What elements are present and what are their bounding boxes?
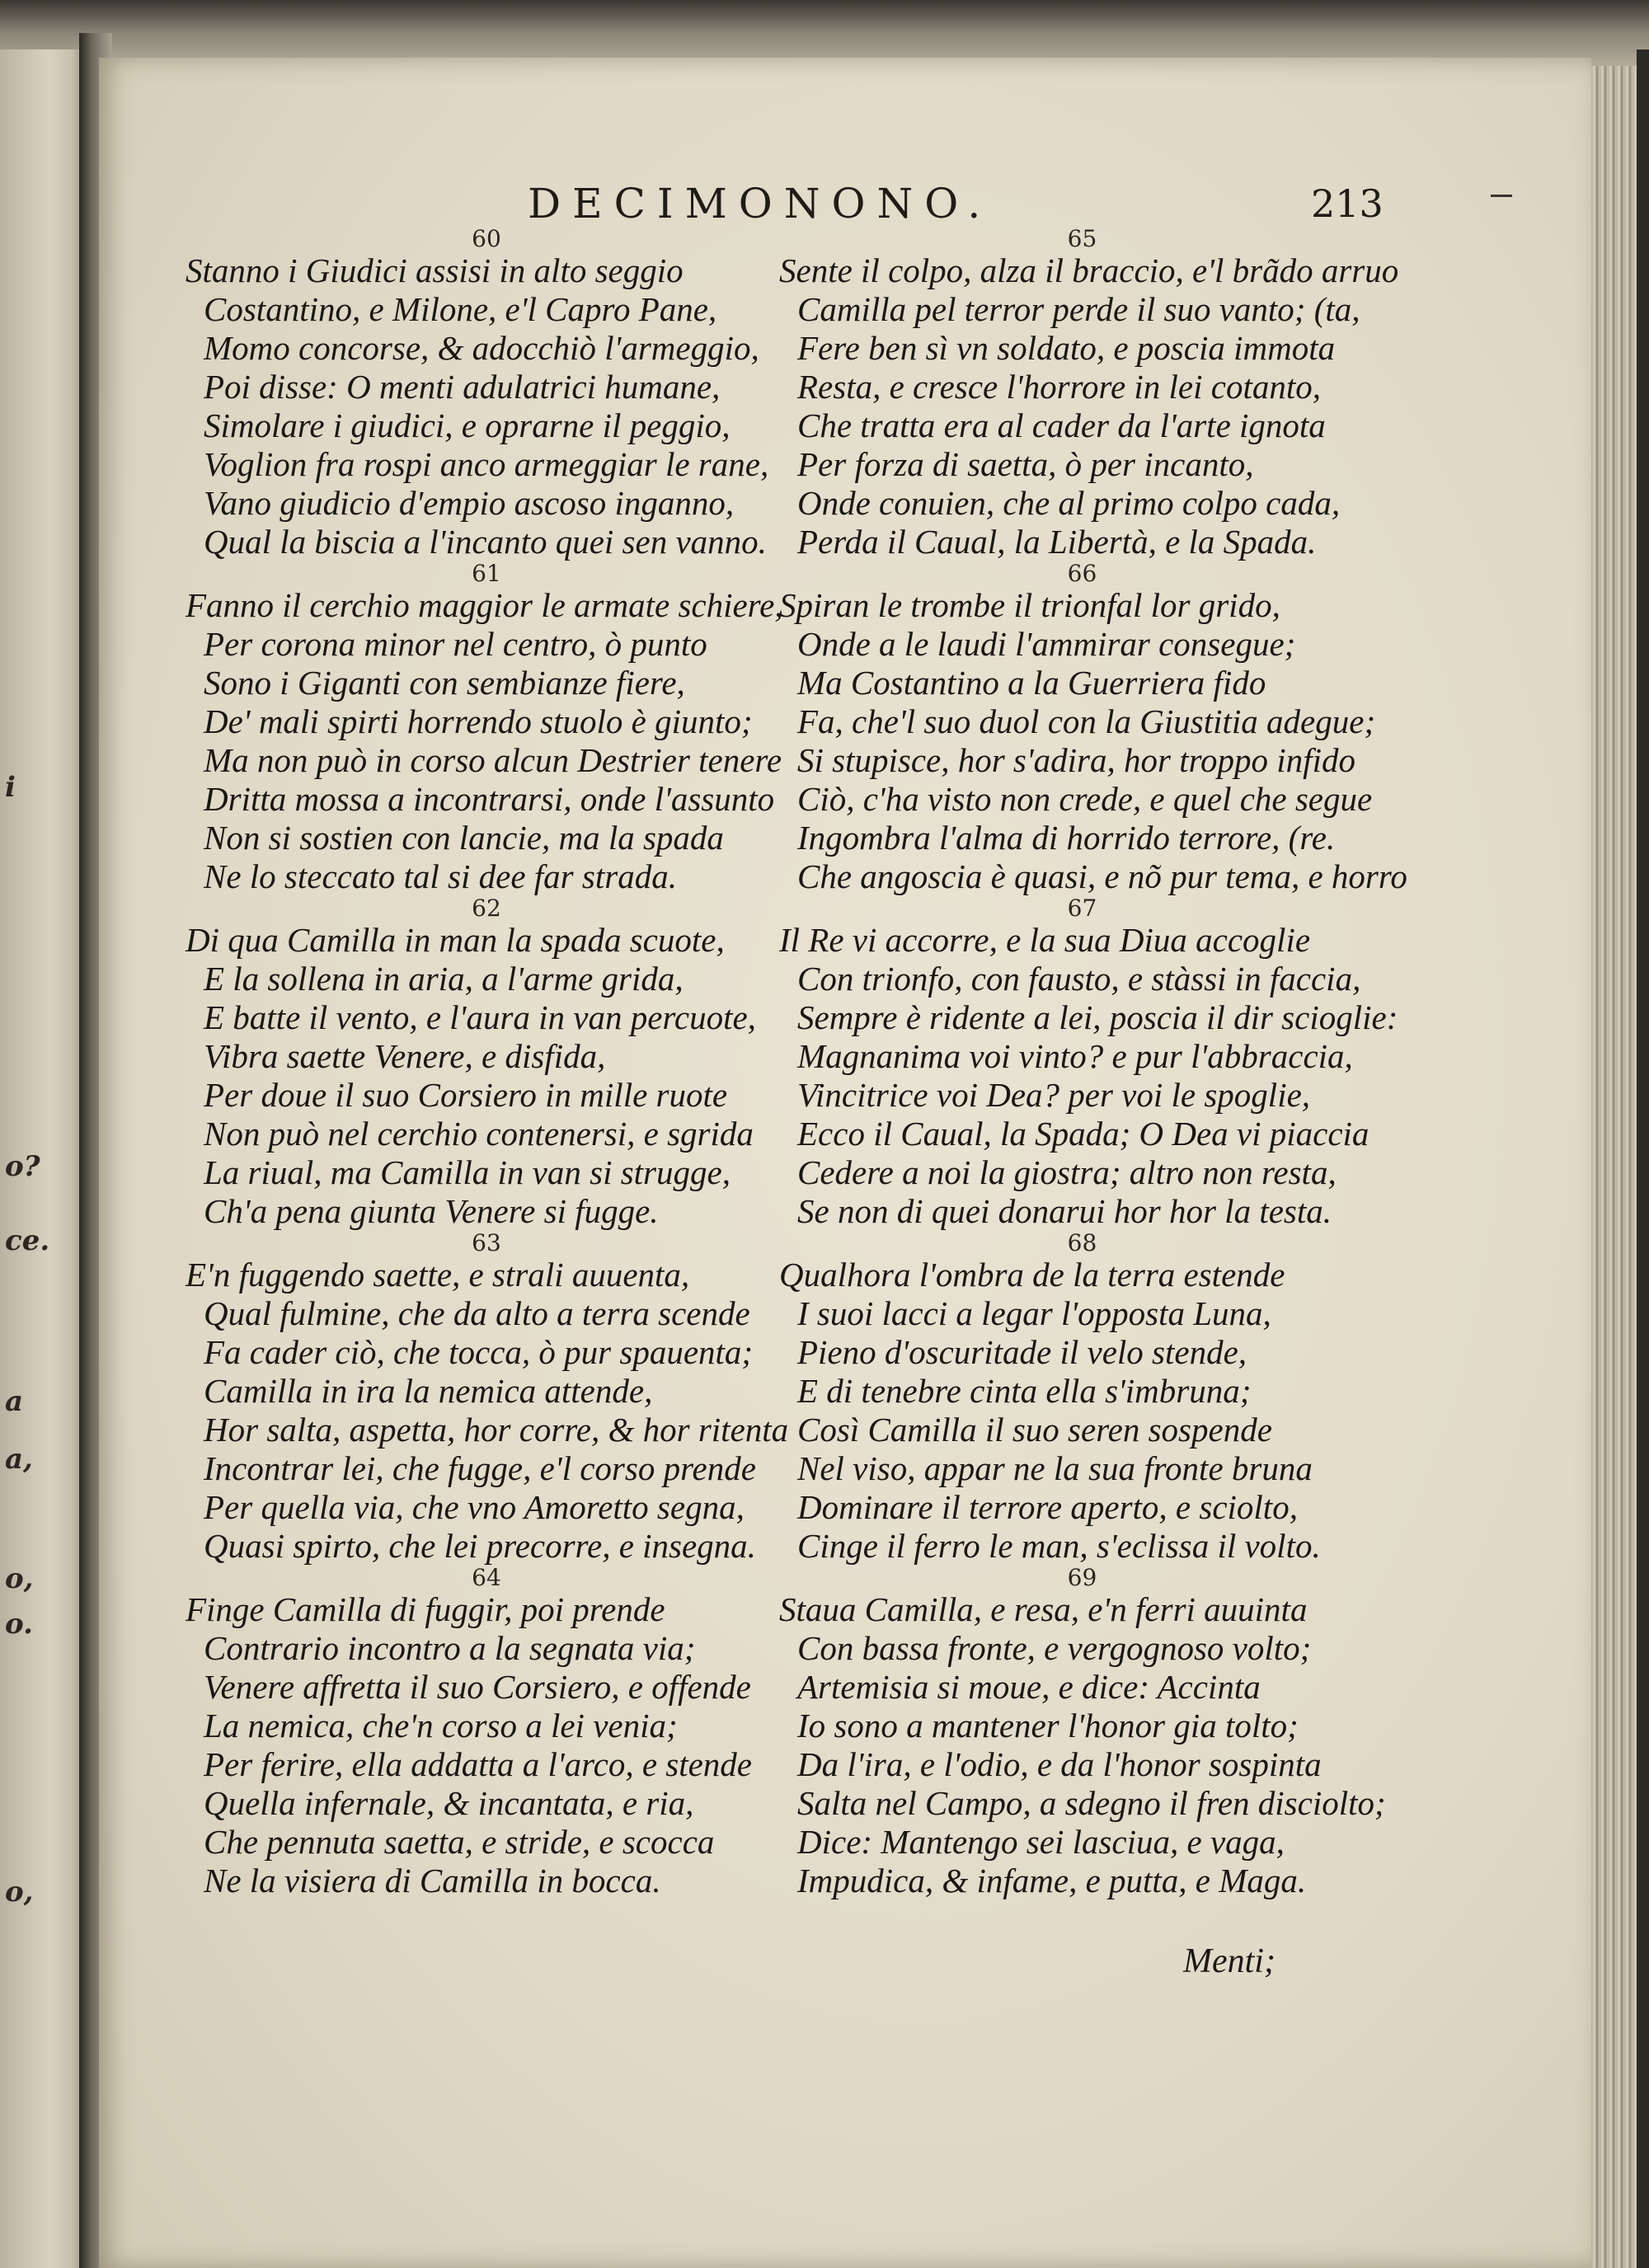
verse-line: La riual, ma Camilla in van si strugge, <box>204 1153 731 1191</box>
stanza <box>186 1231 787 1566</box>
catchword: Menti; <box>1183 1942 1276 1980</box>
verse-line: Stanno i Giudici assisi in alto seggio <box>186 251 684 289</box>
stanza-number: 68 <box>1067 1229 1097 1256</box>
verse-line: Quella infernale, & incantata, e ria, <box>204 1784 694 1822</box>
verse-line: E'n fuggendo saette, e strali auuenta, <box>186 1256 690 1294</box>
verse-line: Incontrar lei, che fugge, e'l corso prende <box>204 1449 756 1487</box>
margin-fragment: ce. <box>5 1224 50 1257</box>
verse-line: Ne la visiera di Camilla in bocca. <box>204 1862 661 1899</box>
stanza-number: 67 <box>1067 895 1097 922</box>
stanza-number: 66 <box>1067 560 1097 587</box>
margin-fragment: o? <box>5 1150 40 1183</box>
verse-line: Venere affretta il suo Corsiero, e offende <box>204 1668 751 1706</box>
stanza <box>186 896 787 1231</box>
verse-line: Camilla pel terror perde il suo vanto; (ta, <box>797 290 1360 328</box>
verse-line: Ciò, c'ha visto non crede, e quel che segue <box>797 780 1373 818</box>
verse-line: Non può nel cerchio contenersi, e sgrida <box>204 1115 754 1153</box>
verse-line: La nemica, che'n corso a lei venia; <box>204 1707 678 1744</box>
edge-shadow <box>1637 49 1649 2268</box>
verse-line: Con bassa fronte, e vergognoso volto; <box>797 1629 1312 1667</box>
verse-line: De' mali spirti horrendo stuolo è giunto; <box>204 702 753 740</box>
stanza <box>779 225 1399 561</box>
stanza <box>779 1231 1385 1566</box>
verse-line: Con trionfo, con fausto, e stàssi in faccia, <box>797 960 1361 998</box>
stanza-number: 69 <box>1067 1564 1097 1591</box>
verse-line: Quasi spirto, che lei precorre, e insegna. <box>204 1527 756 1565</box>
verse-line: Onde conuien, che al primo colpo cada, <box>797 484 1341 522</box>
verse-line: Il Re vi accorre, e la sua Diua accoglie <box>779 921 1311 959</box>
verse-line: Per ferire, ella addatta a l'arco, e stende <box>204 1745 753 1783</box>
verse-line: Contrario incontro a la segnata via; <box>204 1629 696 1667</box>
verse-line: Spiran le trombe il trionfal lor grido, <box>779 586 1280 624</box>
verse-line: Resta, e cresce l'horrore in lei cotanto, <box>797 368 1321 406</box>
verse-line: Se non di quei donarui hor hor la testa. <box>797 1192 1332 1230</box>
verse-line: Si stupisce, hor s'adira, hor troppo infido <box>797 741 1355 779</box>
verse-line: Impudica, & infame, e putta, e Maga. <box>797 1862 1307 1899</box>
margin-fragment: i <box>5 771 16 804</box>
verse-line: Che angoscia è quasi, e nõ pur tema, e horro <box>797 857 1407 895</box>
verse-line: Ch'a pena giunta Venere si fugge. <box>204 1192 659 1230</box>
verse-line: Dominare il terrore aperto, e sciolto, <box>797 1488 1298 1526</box>
margin-mark <box>1491 195 1512 197</box>
verse-line: Vibra saette Venere, e disfida, <box>204 1037 606 1075</box>
stanza-number: 62 <box>472 895 501 922</box>
verse-line: Che pennuta saetta, e stride, e scocca <box>204 1823 715 1861</box>
margin-fragment: o. <box>5 1608 33 1641</box>
verse-line: Dritta mossa a incontrarsi, onde l'assunto <box>204 780 775 818</box>
verse-line: Sempre è ridente a lei, poscia il dir scioglie: <box>797 998 1398 1036</box>
verse-line: Finge Camilla di fuggir, poi prende <box>186 1590 665 1628</box>
verse-line: Salta nel Campo, a sdegno il fren disciolto; <box>797 1784 1386 1822</box>
margin-fragment: a <box>5 1385 24 1418</box>
verse-line: Vano giudicio d'empio ascoso inganno, <box>204 484 735 522</box>
stanza <box>186 561 787 896</box>
verse-line: I suoi lacci a legar l'opposta Luna, <box>797 1294 1271 1332</box>
left-column <box>186 227 787 1900</box>
stanza <box>779 1566 1385 1900</box>
right-column <box>779 225 1407 1900</box>
margin-fragment: o, <box>5 1876 34 1909</box>
verse-line: Hor salta, aspetta, hor corre, & hor ritenta <box>204 1411 789 1449</box>
verse-line: Poi disse: O menti adulatrici humane, <box>204 368 721 406</box>
running-head: DECIMONONO. <box>528 180 993 228</box>
verse-line: Camilla in ira la nemica attende, <box>204 1372 653 1410</box>
verse-line: Magnanima voi vinto? e pur l'abbraccia, <box>797 1037 1353 1075</box>
verse-line: Dice: Mantengo sei lasciua, e vaga, <box>797 1823 1285 1861</box>
verse-line: Artemisia si moue, e dice: Accinta <box>797 1668 1261 1706</box>
verse-line: Di qua Camilla in man la spada scuote, <box>186 921 725 959</box>
stanza-number: 63 <box>472 1229 501 1256</box>
page-number: 213 <box>1311 181 1384 226</box>
verse-line: Qualhora l'ombra de la terra estende <box>779 1256 1285 1294</box>
verse-line: Sono i Giganti con sembianze fiere, <box>204 664 685 702</box>
verse-line: Perda il Caual, la Libertà, e la Spada. <box>797 523 1317 561</box>
verse-line: Ne lo steccato tal si dee far strada. <box>204 857 677 895</box>
verse-line: Ingombra l'alma di horrido terrore, (re. <box>797 819 1336 857</box>
verse-line: Qual fulmine, che da alto a terra scende <box>204 1294 750 1332</box>
verse-line: Voglion fra rospi anco armeggiar le rane, <box>204 445 769 483</box>
verse-line: Ma Costantino a la Guerriera fido <box>797 664 1266 702</box>
verse-line: Per forza di saetta, ò per incanto, <box>797 445 1254 483</box>
verse-line: Cinge il ferro le man, s'eclissa il volto. <box>797 1527 1321 1565</box>
stanza <box>779 895 1398 1231</box>
verse-line: Cedere a noi la giostra; altro non resta, <box>797 1153 1337 1191</box>
verse-line: E batte il vento, e l'aura in van percuote, <box>204 998 756 1036</box>
verse-line: Costantino, e Milone, e'l Capro Pane, <box>204 290 717 328</box>
verse-line: Io sono a mantener l'honor gia tolto; <box>797 1707 1299 1744</box>
verse-line: E la sollena in aria, a l'arme grida, <box>204 960 684 998</box>
previous-page-edge <box>0 49 89 2268</box>
stanza-number: 60 <box>472 225 501 252</box>
verse-line: Da l'ira, e l'odio, e da l'honor sospinta <box>797 1745 1322 1783</box>
verse-line: Fa cader ciò, che tocca, ò pur spauenta; <box>204 1333 754 1371</box>
verse-line: Che tratta era al cader da l'arte ignota <box>797 406 1326 444</box>
verse-line: Simolare i giudici, e oprarne il peggio, <box>204 406 731 444</box>
stanza <box>186 1566 787 1900</box>
verse-line: Qual la biscia a l'incanto quei sen vanno. <box>204 523 767 561</box>
verse-line: Vincitrice voi Dea? per voi le spoglie, <box>797 1076 1311 1114</box>
stanza-number: 61 <box>472 560 501 587</box>
stanza-number: 64 <box>472 1564 501 1591</box>
verse-line: Ma non può in corso alcun Destrier tenere <box>204 741 782 779</box>
stanza <box>779 560 1407 896</box>
verse-line: Non si sostien con lancie, ma la spada <box>204 819 724 857</box>
verse-line: Nel viso, appar ne la sua fronte bruna <box>797 1449 1313 1487</box>
verse-line: Fa, che'l suo duol con la Giustitia adegue; <box>797 702 1376 740</box>
margin-fragment: o, <box>5 1562 34 1595</box>
verse-line: E di tenebre cinta ella s'imbruna; <box>797 1372 1252 1410</box>
verse-line: Pieno d'oscuritade il velo stende, <box>797 1333 1247 1371</box>
verse-line: Per quella via, che vno Amoretto segna, <box>204 1488 745 1526</box>
verse-line: Staua Camilla, e resa, e'n ferri auuinta <box>779 1590 1308 1628</box>
margin-fragment: a, <box>5 1443 33 1476</box>
verse-line: Per corona minor nel centro, ò punto <box>204 625 707 663</box>
verse-line: Ecco il Caual, la Spada; O Dea vi piaccia <box>797 1115 1369 1153</box>
stanza <box>186 227 787 561</box>
verse-line: Così Camilla il suo seren sospende <box>797 1411 1272 1449</box>
verse-line: Fanno il cerchio maggior le armate schiere, <box>186 586 783 624</box>
verse-line: Per doue il suo Corsiero in mille ruote <box>204 1076 728 1114</box>
verse-line: Fere ben sì vn soldato, e poscia immota <box>797 329 1336 367</box>
stanza-number: 65 <box>1067 225 1097 252</box>
verse-line: Sente il colpo, alza il braccio, e'l brãdo arruo <box>779 251 1399 289</box>
verse-line: Onde a le laudi l'ammirar consegue; <box>797 625 1296 663</box>
verse-line: Momo concorse, & adocchiò l'armeggio, <box>204 329 759 367</box>
